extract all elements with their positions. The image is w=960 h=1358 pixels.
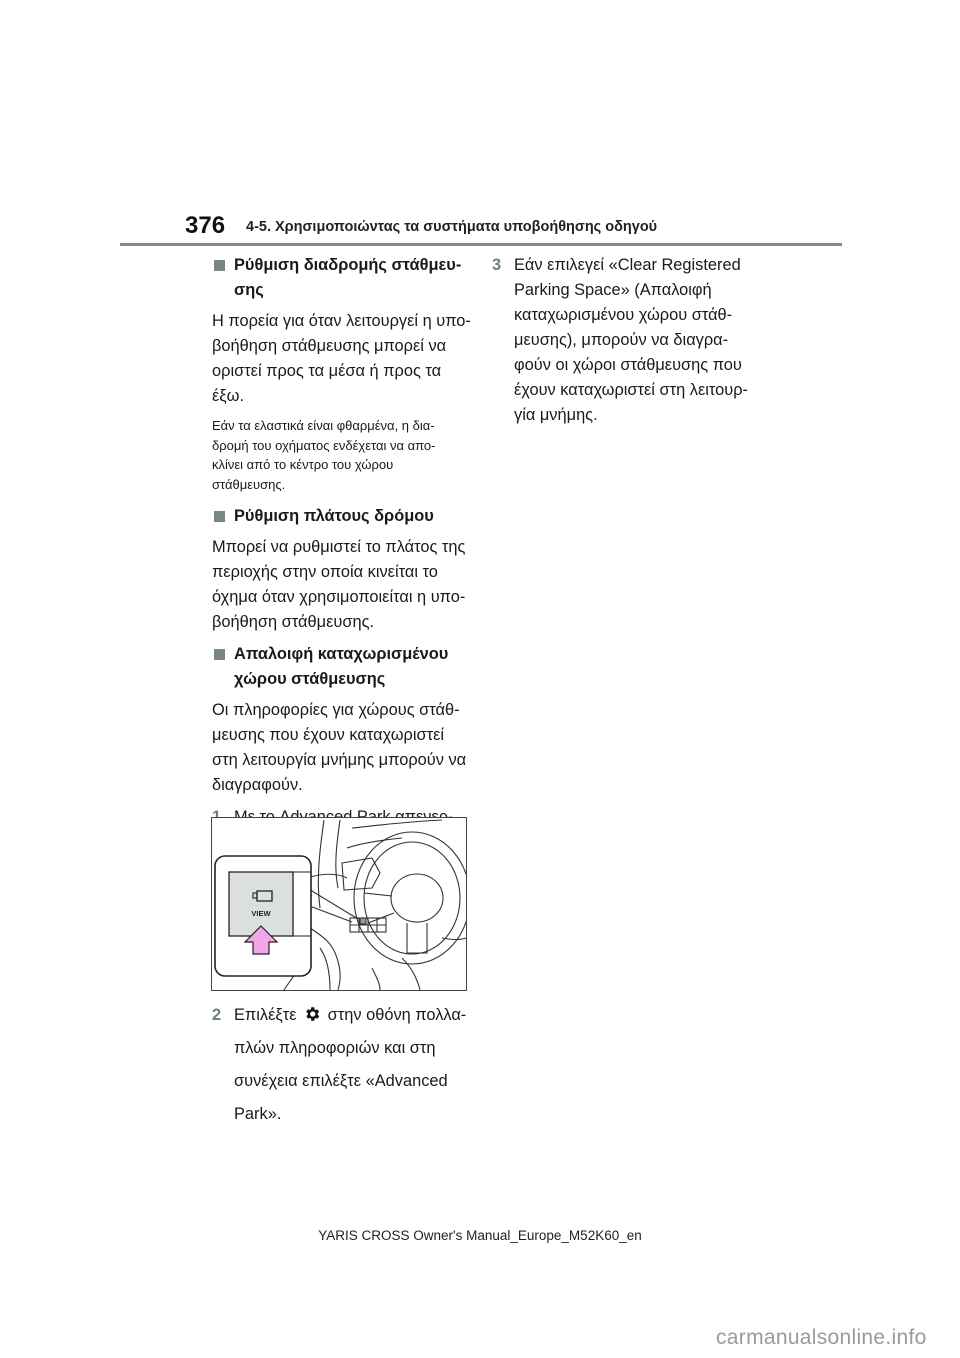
dashboard-illustration [211,817,467,991]
steering-wheel-dashboard-drawing [212,818,466,990]
section-body-parking-path: Η πορεία για όταν λειτουργεί η υπο- βοήθηση στάθμευσης μπορεί να οριστεί προς τα μέσα ή προς τα έξω. [212,312,471,405]
view-button-label: VIEW [251,909,271,918]
left-column [212,253,480,880]
step-number: 3 [492,256,502,274]
section-heading-clear-registered: Απαλοιφή καταχωρισμένου χώρου στάθμευσης [212,642,480,692]
step-3: 3 Εάν επιλεγεί «Clear Registered Parking Space» (Απαλοιφή καταχωρισμένου χώρου στάθ- μευσης), μπορούν να διαγρα- φούν οι χώροι στάθμευσης που έχουν καταχωριστεί στη λειτουρ- γία μνήμης. [492,253,762,428]
chapter-title: 4-5. Χρησιμοποιώντας τα συστήματα υποβοήθησης οδηγού [246,219,658,235]
right-column [492,253,762,428]
section-body-clear-registered: Οι πληροφορίες για χώρους στάθ- μευσης που έχουν καταχωριστεί στη λειτουργία μνήμης μπορούν να διαγραφούν. [212,701,467,794]
note-tire-wear: Εάν τα ελαστικά είναι φθαρμένα, η δια- δρομή του οχήματος ενδέχεται να απο- κλίνει από το κέντρο του χώρου στάθμευσης. [212,418,436,492]
bullet-square-icon [214,511,225,522]
section-heading-road-width: Ρύθμιση πλάτους δρόμου [212,504,480,529]
watermark-link[interactable]: carmanualsonline.info [716,1326,927,1349]
step-2-container [212,999,480,1131]
bullet-square-icon [214,649,225,660]
footer-manual-id: YARIS CROSS Owner's Manual_Europe_M52K60_en [318,1228,642,1243]
step-number: 2 [212,1006,222,1024]
section-heading-parking-path: Ρύθμιση διαδρομής στάθμευ- σης [212,253,480,303]
page-number: 376 [185,212,226,239]
header-divider [120,243,842,246]
bullet-square-icon [214,260,225,271]
step-2: 2 Επιλέξτε στην οθόνη πολλα- πλών πληροφοριών και στη συνέχεια επιλέξτε «Advanced Park». [212,999,480,1131]
section-body-road-width: Μπορεί να ρυθμιστεί το πλάτος της περιοχής στην οποία κινείται το όχημα όταν χρησιμοποιείται η υπο- βοήθηση στάθμευσης. [212,538,466,631]
gear-icon [303,1005,321,1023]
